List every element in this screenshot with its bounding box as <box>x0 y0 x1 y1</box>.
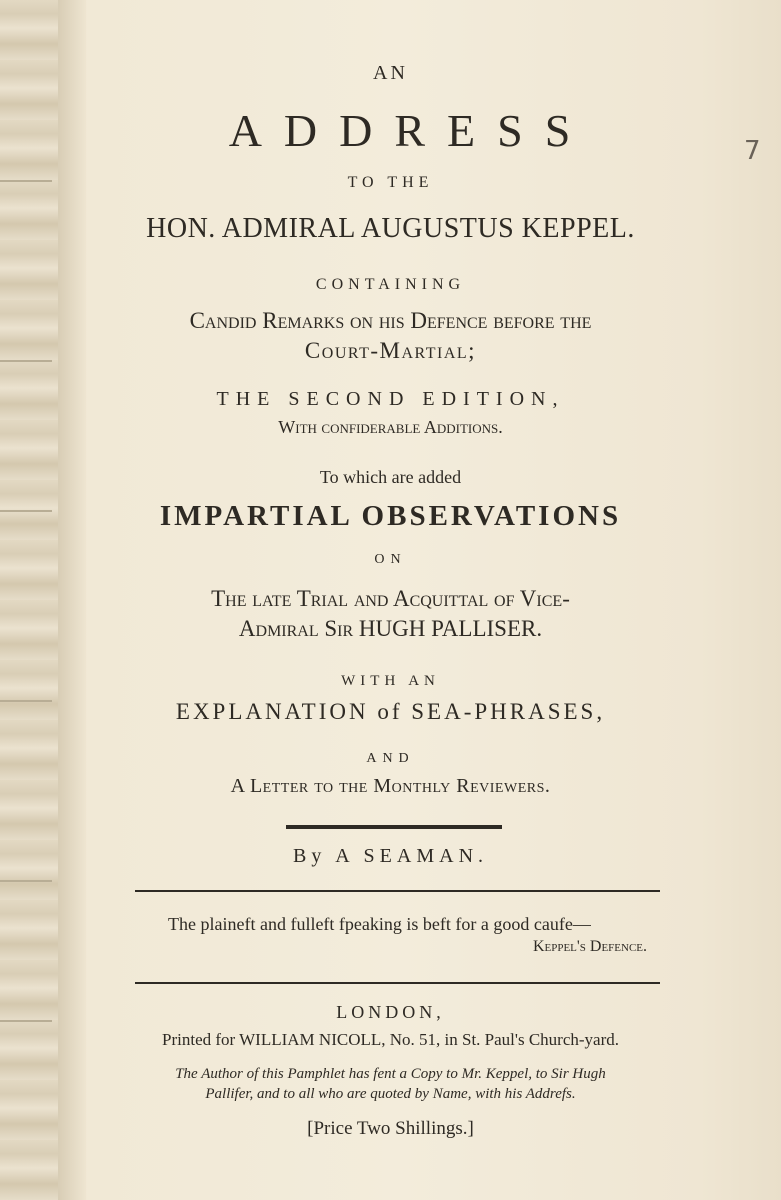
title-letter: A Letter to the Monthly Reviewers. <box>230 775 551 797</box>
imprint-price: [Price Two Shillings.] <box>307 1118 474 1139</box>
title-with-an: WITH AN <box>341 673 440 689</box>
title-containing: CONTAINING <box>315 276 466 293</box>
imprint-note-line1: The Author of this Pamphlet has fent a Copy to Mr. Keppel, to Sir Hugh <box>175 1066 606 1082</box>
title-impartial-observations: IMPARTIAL OBSERVATIONS <box>159 500 622 532</box>
epigraph-quote: The plaineft and fulleft fpeaking is beft for a good caufe— <box>168 914 591 934</box>
imprint-printer: Printed for WILLIAM NICOLL, No. 51, in St. Paul's Church-yard. <box>162 1030 619 1049</box>
title-to-the: TO THE <box>347 174 434 191</box>
title-added: To which are added <box>319 467 462 487</box>
author-line: By A SEAMAN. <box>292 845 489 867</box>
title-addressee: HON. ADMIRAL AUGUSTUS KEPPEL. <box>146 213 635 244</box>
title-additions: With confiderable Additions. <box>278 417 503 437</box>
imprint-city: LONDON, <box>336 1002 445 1022</box>
epigraph-source: Keppel's Defence. <box>532 938 647 955</box>
title-address: ADDRESS <box>228 105 593 156</box>
title-an: AN <box>373 62 408 84</box>
title-explanation: EXPLANATION of SEA-PHRASES, <box>175 699 606 724</box>
divider-rule <box>135 890 660 892</box>
title-court-martial: Court-Martial; <box>304 338 477 363</box>
title-trial-line2: Admiral Sir HUGH PALLISER. <box>238 616 543 641</box>
title-and: AND <box>366 751 415 766</box>
title-candid-remarks: Candid Remarks on his Defence before the <box>189 308 592 333</box>
ornamental-rule <box>286 825 502 829</box>
title-on: ON <box>374 552 407 567</box>
title-edition: THE SECOND EDITION, <box>216 388 565 410</box>
divider-rule <box>135 982 660 984</box>
imprint-note-line2: Pallifer, and to all who are quoted by Name, with his Addrefs. <box>205 1086 576 1102</box>
margin-note: 7 <box>744 136 761 166</box>
title-trial-line1: The late Trial and Acquittal of Vice- <box>211 586 570 611</box>
stitch-mark <box>0 880 52 882</box>
